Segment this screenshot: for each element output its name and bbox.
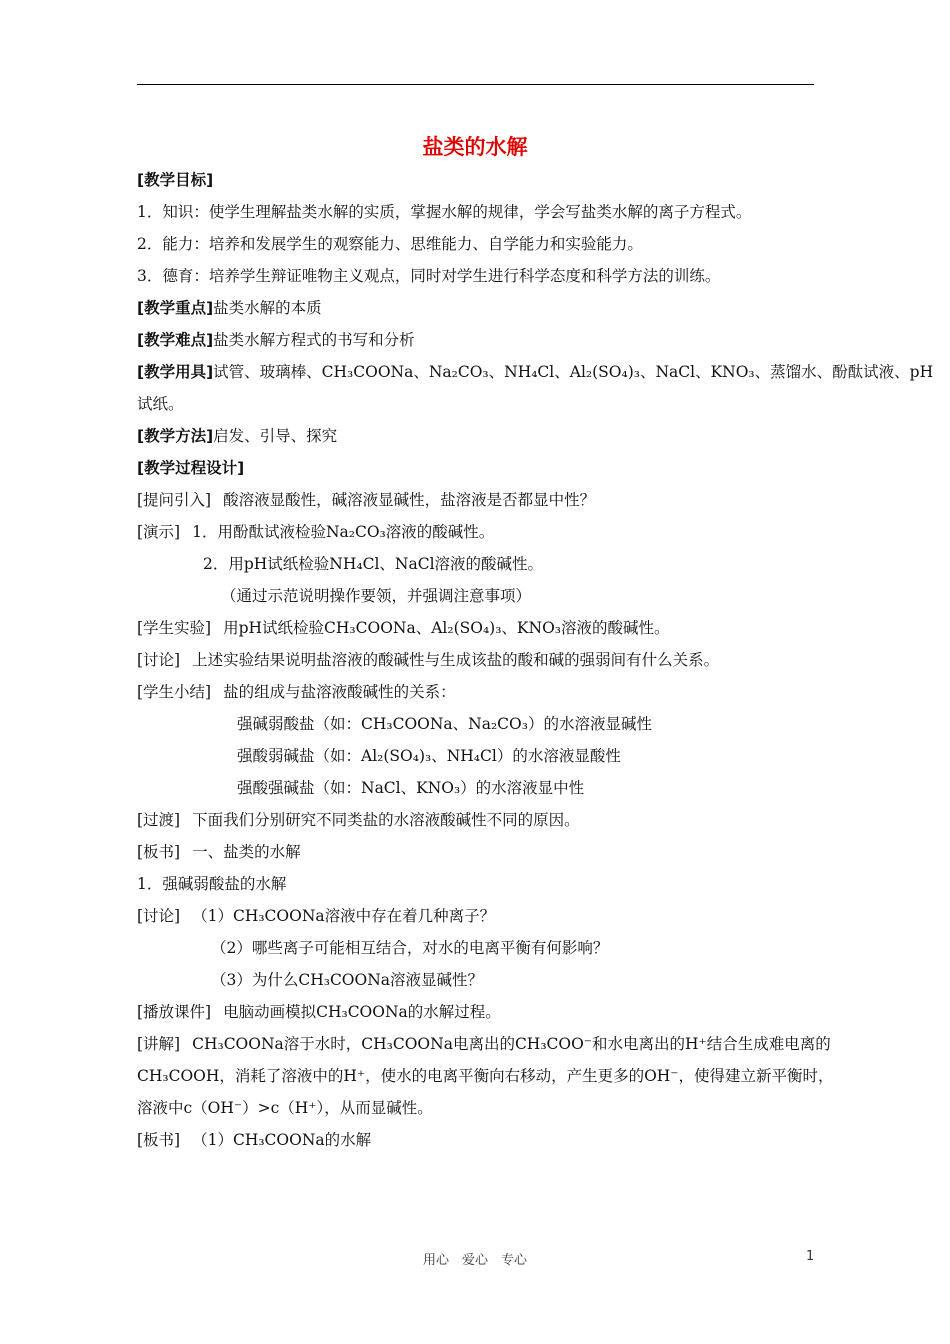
explain-text: 溶液中c（OH⁻）>c（H⁺），从而显碱性。 (137, 1099, 433, 1117)
summary-item: 强酸弱碱盐（如：Al₂(SO₄)₃、NH₄Cl）的水溶液显酸性 (237, 747, 621, 765)
tools-label: [教学用具] (137, 363, 214, 381)
explain-text: CH₃COONa溶于水时，CH₃COONa电离出的CH₃COO⁻和水电离出的H⁺结合生成难电离的 (192, 1035, 831, 1053)
section-heading: 1．强碱弱酸盐的水解 (137, 875, 287, 893)
intro-text: 酸溶液显酸性，碱溶液显碱性，盐溶液是否都显中性？ (223, 491, 596, 509)
board-label: [板书] (137, 843, 181, 861)
discussion2-line (137, 906, 495, 926)
courseware-line (137, 1002, 501, 1022)
explain-label: [讲解] (137, 1035, 181, 1053)
difficulty-line (137, 330, 415, 350)
difficulty-label: [教学难点] (137, 331, 214, 349)
board2-line (137, 1130, 371, 1150)
transition-label: [过渡] (137, 811, 181, 829)
tools-continuation: 试纸。 (137, 395, 184, 413)
key-point-text: 盐类水解的本质 (213, 299, 322, 317)
demo-item: 1．用酚酞试液检验Na₂CO₃溶液的酸碱性。 (192, 523, 495, 541)
summary-line (137, 682, 456, 702)
document-title: 盐类的水解 (422, 135, 528, 159)
objective-item: 1．知识：使学生理解盐类水解的实质，掌握水解的规律，学会写盐类水解的离子方程式。 (137, 203, 752, 221)
board2-text: （1）CH₃COONa的水解 (192, 1131, 372, 1149)
difficulty-text: 盐类水解方程式的书写和分析 (213, 331, 415, 349)
intro-label: [提问引入] (137, 491, 212, 509)
methods-line (137, 426, 337, 446)
demo-line (137, 522, 494, 542)
experiment-line (137, 618, 670, 638)
courseware-text: 电脑动画模拟CH₃COONa的水解过程。 (223, 1003, 501, 1021)
explain-text: CH₃COOH，消耗了溶液中的H⁺，使水的电离平衡向右移动，产生更多的OH⁻，使得建立新平衡时， (137, 1067, 834, 1085)
discussion2-item: （2）哪些离子可能相互结合，对水的电离平衡有何影响？ (211, 939, 609, 957)
discussion-line (137, 650, 719, 670)
demo-item: 2．用pH试纸检验NH₄Cl、NaCl溶液的酸碱性。 (203, 555, 544, 573)
tools-text: 试管、玻璃棒、CH₃COONa、Na₂CO₃、NH₄Cl、Al₂(SO₄)₃、NaCl、KNO₃、蒸馏水、酚酞试液、pH (213, 363, 934, 381)
transition-text: 下面我们分别研究不同类盐的水溶液酸碱性不同的原因。 (192, 811, 580, 829)
demo-note: （通过示范说明操作要领，并强调注意事项） (221, 587, 532, 605)
discussion-text: 上述实验结果说明盐溶液的酸碱性与生成该盐的酸和碱的强弱间有什么关系。 (192, 651, 720, 669)
discussion2-label: [讨论] (137, 907, 181, 925)
demo-label: [演示] (137, 523, 181, 541)
footer-text: 用心 爱心 专心 (422, 1253, 527, 1268)
header-rule (137, 84, 814, 85)
transition-line (137, 810, 580, 830)
key-point-label: [教学重点] (137, 299, 214, 317)
board-line (137, 842, 301, 862)
page-number: 1 (806, 1249, 815, 1264)
methods-text: 启发、引导、探究 (213, 427, 338, 445)
courseware-label: [播放课件] (137, 1003, 212, 1021)
key-point-line (137, 298, 322, 318)
summary-text: 盐的组成与盐溶液酸碱性的关系： (223, 683, 456, 701)
discussion2-item: （3）为什么CH₃COONa溶液显碱性？ (211, 971, 484, 989)
objective-item: 3．德育：培养学生辩证唯物主义观点，同时对学生进行科学态度和科学方法的训练。 (137, 267, 721, 285)
discussion-label: [讨论] (137, 651, 181, 669)
explain-line (137, 1034, 831, 1054)
experiment-text: 用pH试纸检验CH₃COONa、Al₂(SO₄)₃、KNO₃溶液的酸碱性。 (223, 619, 670, 637)
experiment-label: [学生实验] (137, 619, 212, 637)
summary-item: 强碱弱酸盐（如：CH₃COONa、Na₂CO₃）的水溶液显碱性 (237, 715, 652, 733)
process-heading: [教学过程设计] (137, 459, 245, 477)
objectives-heading: [教学目标] (137, 171, 214, 189)
discussion2-item: （1）CH₃COONa溶液中存在着几种离子？ (192, 907, 496, 925)
summary-label: [学生小结] (137, 683, 212, 701)
board-text: 一、盐类的水解 (192, 843, 301, 861)
intro-line (137, 490, 595, 510)
objective-item: 2．能力：培养和发展学生的观察能力、思维能力、自学能力和实验能力。 (137, 235, 643, 253)
board2-label: [板书] (137, 1131, 181, 1149)
tools-line (137, 362, 933, 382)
methods-label: [教学方法] (137, 427, 214, 445)
summary-item: 强酸强碱盐（如：NaCl、KNO₃）的水溶液显中性 (237, 779, 585, 797)
